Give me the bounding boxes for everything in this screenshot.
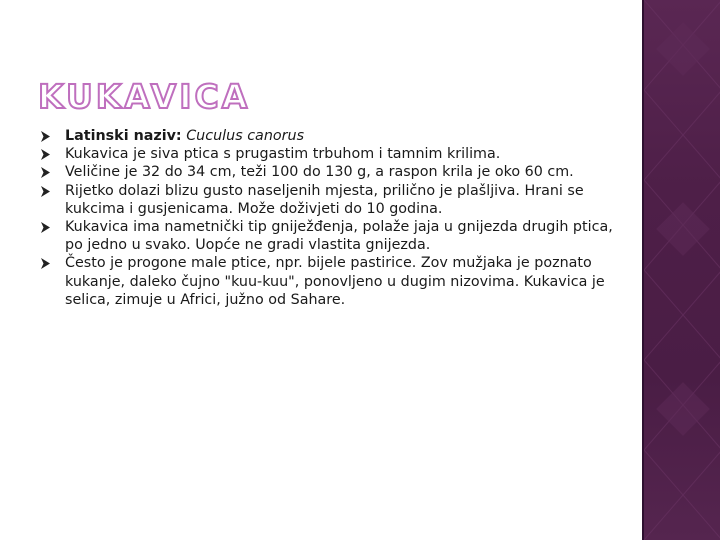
bullet-text: Kukavica je siva ptica s prugastim trbuhom i tamnim krilima. (65, 146, 501, 163)
bullet-text: Rijetko dolazi blizu gusto naseljenih mjesta, prilično je plašljiva. Hrani se kukcima i gusjenicama. Može doživjeti do 10 godina. (65, 182, 584, 217)
bullet-text: Veličine je 32 do 34 cm, teži 100 do 130 g, a raspon krila je oko 60 cm. (65, 164, 574, 181)
latin-name-label: Latinski naziv: (65, 128, 182, 144)
arrowhead-bullet-icon (40, 186, 51, 197)
band-pattern (644, 0, 720, 540)
arrowhead-bullet-icon (40, 222, 51, 233)
bullet-item-appearance (40, 145, 625, 163)
decorative-side-band (642, 0, 720, 540)
bullet-item-habitat (40, 182, 625, 218)
latin-name-value: Cuculus canorus (186, 128, 305, 144)
bullet-list (40, 127, 625, 309)
arrowhead-bullet-icon (40, 258, 51, 269)
arrowhead-bullet-icon (40, 131, 51, 142)
bullet-item-latin-name (40, 127, 625, 145)
bullet-text: Kukavica ima nametnički tip gniježđenja, polaže jaja u gnijezda drugih ptica, po jedno u svako. Uopće ne gradi vlastita gnijezda. (65, 219, 613, 254)
bullet-item-size (40, 163, 625, 181)
bullet-item-behaviour (40, 254, 625, 309)
slide-title: KUKAVICA (38, 77, 251, 116)
arrowhead-bullet-icon (40, 149, 51, 160)
bullet-text: Često je progone male ptice, npr. bijele pastirice. Zov mužjaka je poznato kukanje, daleko čujno "kuu-kuu", ponovljeno u dugim nizovima. Kukavica je selica, zimuje u Africi, južno od Sahare. (65, 255, 605, 308)
arrowhead-bullet-icon (40, 167, 51, 178)
bullet-item-nesting (40, 218, 625, 254)
